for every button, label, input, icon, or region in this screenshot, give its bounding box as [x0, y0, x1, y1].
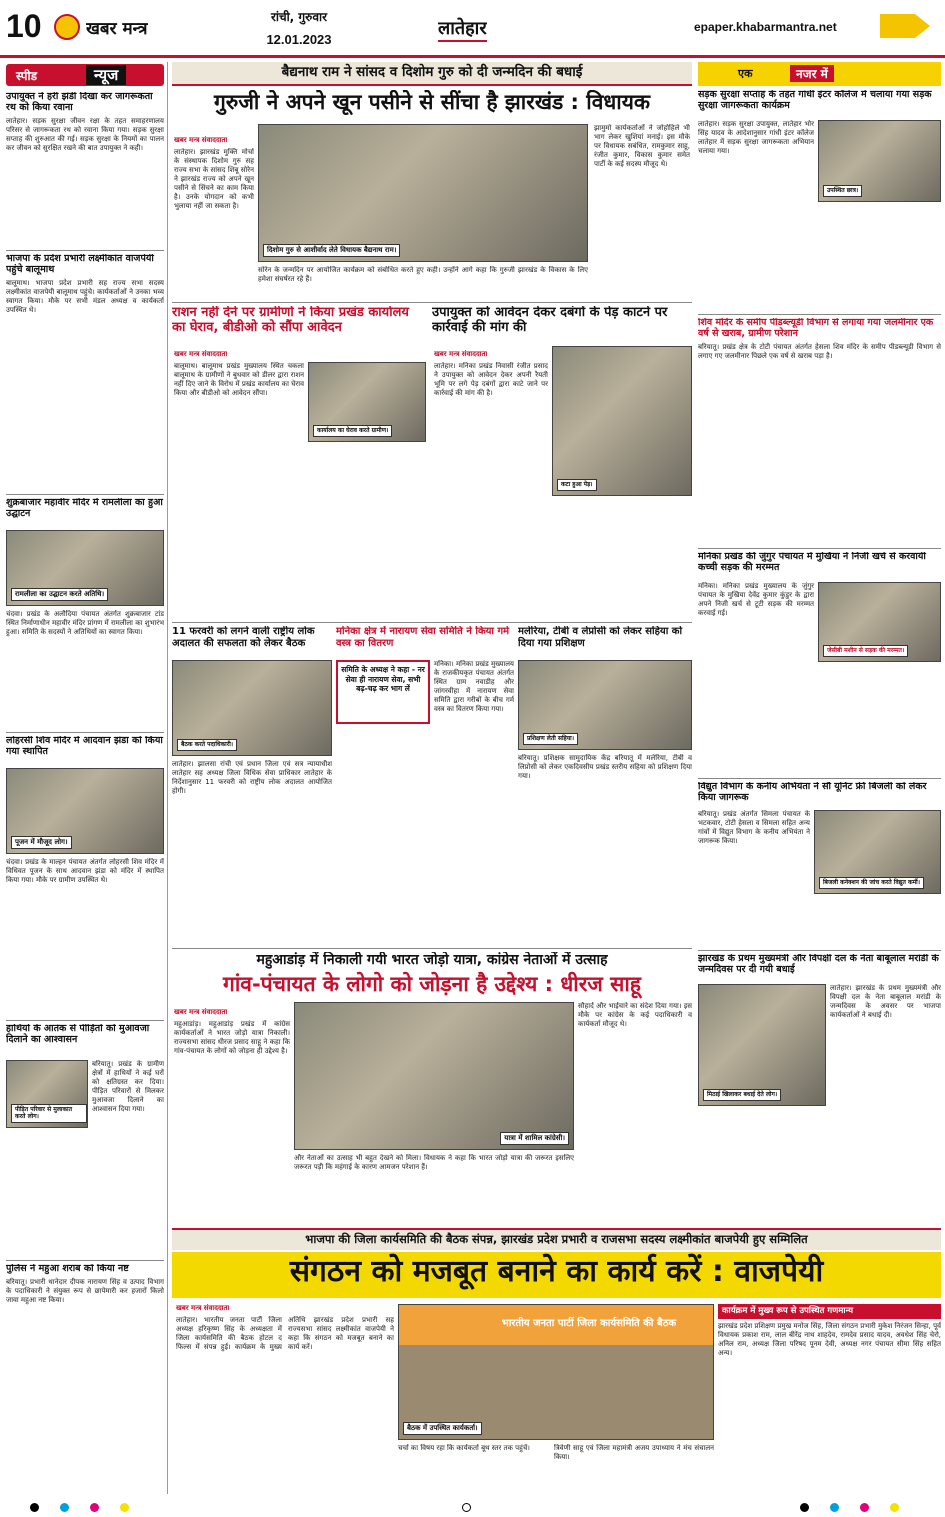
photo-caption: कार्यालय का घेराव करते ग्रामीण। — [313, 425, 392, 437]
story-ration — [172, 306, 426, 620]
headline-ramleela — [6, 498, 164, 526]
story-text: लातेहार। मनिका प्रखंड निवासी रंजीत प्रसाद ने उपायुक्त को आवेदन देकर अपनी रैयती भूमि पर लगे पेड़ दबंगों द्वारा काटे जाने पर कार्रवाई की मांग की है। — [434, 362, 548, 397]
bottom-kicker-strip — [172, 1228, 941, 1250]
headline: उपायुक्त ने हरी झंडी दिखा कर जागरूकता रथ को किया रवाना — [6, 92, 153, 113]
byline: खबर मन्त्र संवाददाता — [176, 1304, 230, 1312]
left-column — [4, 62, 168, 1494]
headline: भाजपा के प्रदेश प्रभारी लक्ष्मीकांत वाजपेयी पहुंचे बालूमाथ — [6, 254, 154, 275]
divider — [6, 494, 164, 495]
divider — [6, 250, 164, 251]
story-tree-cutting — [432, 306, 692, 620]
ek-label: एक — [738, 67, 753, 80]
strip-headline: बैद्यनाथ राम ने सांसद व दिशोम गुरु को दी जन्मदिन की बधाई — [281, 64, 583, 80]
headline: शिव मंदिर के समीप पीडब्ल्यूडी विभाग से लगाया गया जलमीनार एक वर्ष से खराब, ग्रामीण परेशान — [698, 318, 934, 339]
ek-nazar-label — [698, 62, 941, 86]
story-text: बरियातू। प्रखंड क्षेत्र के टोटी पंचायत अंतर्गत हेसला शिव मंदिर के समीप पीडब्ल्यूडी विभाग से लगाए गए जलमीनार पिछले एक वर्ष से खराब पड़ा है। — [698, 342, 941, 360]
photo-yatra — [294, 1002, 574, 1150]
headline: लोहरसी शिव मंदिर में आदवान झंडा को किया गया स्थापित — [6, 736, 163, 757]
photo-caption: यात्रा में शामिल कांग्रेसी। — [500, 1132, 569, 1145]
divider — [6, 1020, 164, 1021]
section-name: लातेहार — [438, 16, 487, 42]
headline: मलेरिया, टीबी व लेप्रोसी को लेकर सहिया को दिया गया प्रशिक्षण — [518, 626, 683, 649]
story-bharat-jodo — [172, 952, 692, 1224]
headline: पुलिस ने महुआ शराब को किया नष्ट — [6, 1264, 129, 1274]
registration-dot-icon — [90, 1503, 99, 1512]
story-text-2: चर्चा का विषय रहा कि कार्यकर्ता बूथ स्तर तक पहुंचें। — [398, 1444, 530, 1452]
story-text-2: और नेताओं का उत्साह भी बहुत देखने को मिला। विधायक ने कहा कि भारत जोड़ो यात्रा की जरूरत इसलिए जरूरत पड़ी कि महंगाई के कारण आमजन परेशान हैं। — [294, 1154, 574, 1171]
story-bjp-bajpai — [6, 254, 164, 494]
story-text: बरियातू। प्रखंड अंतर्गत सिमला पंचायत के भटकवार, टोटी हेसला व सिमला सहित अन्य गांवों में विद्युत विभाग के कनीय अभियंता ने जागरूक किया। — [698, 810, 810, 845]
nazar-label: नजर में — [790, 65, 834, 82]
photo-meeting — [172, 660, 332, 756]
kicker: महुआडांड़ में निकाली गयी भारत जोड़ो यात्रा, कांग्रेस नेताओं में उत्साह — [256, 952, 608, 968]
speed-news-label — [6, 64, 164, 86]
story-text: लातेहार। झारखंड के प्रथम मुख्यमंत्री और विपक्षी दल के नेता बाबूलाल मरांडी के जन्मदिवस के अवसर पर भाजपा कार्यकर्ताओं ने बधाई दी। — [830, 984, 941, 1019]
story-babulal-birthday — [698, 954, 941, 1224]
story-text: लातेहार। सड़क सुरक्षा उपायुक्त, लातेहार भोर सिंह यादव के आदेशानुसार गांधी इंटर कॉलेज लातेहार में सड़क सुरक्षा जागरूकता अभियान चलाया गया। — [698, 120, 814, 155]
divider — [698, 548, 941, 549]
headline: मनिका प्रखंड की जुंगुर पंचायत में मुखिया ने निजी खर्च से करवायी कच्ची सड़क की मरम्मत — [698, 552, 926, 573]
registration-dot-icon — [890, 1503, 899, 1512]
headline: हाथियों के आतंक से पीड़ितों को मुआवजा दिलाने का आश्वासन — [6, 1024, 150, 1045]
headline: शुक्रबाजार महावीर मंदिर में रामलीला का हुआ उद्घाटन — [6, 498, 163, 519]
edition-date: 12.01.2023 — [266, 32, 332, 47]
photo-ramleela — [6, 530, 164, 606]
quote-box: समिति के अध्यक्ष ने कहा - नर सेवा ही नारायण सेवा, सभी बढ़-चढ़ कर भाग लें — [336, 660, 430, 724]
meeting-banner: भारतीय जनता पार्टी जिला कार्यसमिति की बैठक — [501, 1318, 677, 1329]
photo-guruji — [258, 124, 588, 262]
registration-dot-icon — [830, 1503, 839, 1512]
story-water-tower — [698, 318, 941, 546]
brand-logo-icon — [54, 14, 80, 40]
registration-dot-icon — [800, 1503, 809, 1512]
news-label: न्यूज — [86, 65, 126, 85]
divider — [698, 778, 941, 779]
story-lok-adalat — [172, 626, 332, 946]
lead-story — [172, 90, 692, 300]
headline: मनिका क्षेत्र में नारायण सेवा समिति ने किया गर्म वस्त्र का वितरण — [336, 626, 510, 649]
story-text: बालूमाथ। भाजपा प्रदेश प्रभारी सह राज्य सभा सदस्य लक्ष्मीकांत वाजपेयी बालूमाथ पहुंचे। कार्यकर्ताओं ने उनका भव्य स्वागत किया। मौके पर सभी मंडल अध्यक्ष व कार्यकर्ता उपस्थित थे। — [6, 278, 164, 314]
divider — [172, 622, 692, 623]
photo-caption: उपस्थित छात्र। — [823, 185, 862, 197]
page-number: 10 — [6, 8, 42, 44]
photo-caption: रामलीला का उद्घाटन करते अतिथि। — [11, 588, 108, 601]
kicker: भाजपा की जिला कार्यसमिति की बैठक संपन्न, झारखंड प्रदेश प्रभारी व राजसभा सदस्य लक्ष्मीकांत बाजपेयी हुए सम्मिलित — [305, 1232, 808, 1246]
registration-dot-icon — [60, 1503, 69, 1512]
registration-dot-icon — [120, 1503, 129, 1512]
epaper-url[interactable]: epaper.khabarmantra.net — [694, 20, 837, 34]
photo-jcb — [818, 582, 941, 662]
brand-name: खबर मन्त्र — [86, 19, 148, 39]
photo-sweets — [698, 984, 826, 1106]
photo-elephant-victims — [6, 1060, 88, 1128]
photo-gherao — [308, 362, 426, 442]
headline: सड़क सुरक्षा सप्ताह के तहत गांधी इंटर कॉलेज में चलाया गया सड़क सुरक्षा जागरूकता कार्यक्रम — [698, 90, 932, 111]
story-text: बरियातू। प्रखंड के ग्रामीण क्षेत्रों में हाथियों ने कई घरों को क्षतिग्रस्त कर दिया। पीड़ित परिवारों से मिलकर मुआवजा दिलाने का आश्वासन दिया गया। — [92, 1060, 164, 1113]
photo-students — [818, 120, 941, 202]
story-free-electricity — [698, 782, 941, 948]
photo-caption: बैठक करते पदाधिकारी। — [177, 739, 237, 751]
lead-headline: गुरुजी ने अपने खून पसीने से सींचा है झारखंड : विधायक — [213, 90, 651, 114]
registration-dot-icon — [30, 1503, 39, 1512]
story-text: मनिका। मनिका प्रखंड मुख्यालय के जुंगुर पंचायत के मुखिया देवेंद्र कुमार कुंडुर के द्वारा अपने निजी खर्च से टूटी सड़क की मरम्मत करवाई गई। — [698, 582, 814, 617]
byline: खबर मन्त्र संवाददाता — [174, 136, 228, 144]
headline: 11 फरवरी को लगने वाली राष्ट्रीय लोक अदालत की सफलता को लेकर बैठक — [172, 626, 315, 649]
story-text-1: लातेहार। भारतीय जनता पार्टी जिला अध्यक्ष हरिकृष्ण सिंह के अध्यक्षता में जिला कार्यसमिति की बैठक होटल द फिल्स में संपन्न हुई। कार्यक्रम के मुख्य अतिथि झारखंड प्रदेश प्रभारी सह राज्यसभा सांसद लक्ष्मीकांत वाजपेयी ने कहा कि संगठन को मजबूत बनाने का कार्य करें। — [176, 1316, 394, 1351]
photo-caption: प्रशिक्षण लेती सहिया। — [523, 733, 578, 745]
box-text: झारखंड प्रदेश प्रशिक्षण प्रमुख मनोज सिंह, जिला संगठन प्रभारी मुकेश निरंजन सिन्हा, पूर्व विधायक प्रकाश राम, लाल बीरेंद्र नाथ शाहदेव, रामदेव प्रसाद यादव, अवधेश सिंह चेरो, अनिल राम, अध्यक्ष जिला परिषद पूनम देवी, अध्यक्ष नगर पंचायत सीमा सिंह सहित अन्य। — [718, 1321, 941, 1357]
headline: उपायुक्त को आवेदन देकर दबंगों के पेड़ काटने पर कार्रवाई की मांग की — [432, 306, 668, 335]
photo-caption: पीड़ित परिवार से मुलाकात करते लोग। — [11, 1104, 87, 1123]
story-awareness-chariot — [6, 92, 164, 244]
target-mark-icon — [462, 1503, 471, 1512]
story-text: बरियातू। प्रशिक्षक सामुदायिक केंद्र बरियातू में मलेरिया, टीबी व लिप्रोसी को लेकर एकदिवसीय प्रखंड स्तरीय सहिया को प्रशिक्षण दिया गया। — [518, 754, 692, 780]
story-text: लातेहार। सड़क सुरक्षा जीवन रक्षा के तहत समाहरणालय परिसर से जागरूकता रथ को रवाना किया गया। सड़क सुरक्षा सप्ताह की शुरुआत की गई। सड़क सुरक्षा के नियमों का पालन कर जीवन को सुरक्षित रखने की बात उपायुक्त ने कही। — [6, 116, 164, 152]
box-heading: कार्यक्रम में मुख्य रूप से उपस्थित गणमान्य — [718, 1304, 941, 1319]
story-text-3: त्रिवेणी साहू एवं जिला महामंत्री अजय उपाध्याय ने मंच संचालन किया। — [554, 1444, 714, 1461]
story-warm-clothes — [336, 626, 514, 946]
headline: विद्युत विभाग के कनीय अभियंता ने सौ यूनिट फ्री बिजली को लेकर किया जागरूक — [698, 782, 927, 803]
story-text: चंदवा। प्रखंड के अलौदिया पंचायत अंतर्गत शुक्रबाजार टांड स्थित निर्माणाधीन महावीर मंदिर प्रांगण में रामलीला का शुभारंभ हुआ। समिति के सदस्यों ने अतिथियों का स्वागत किया। — [6, 610, 164, 636]
photo-caption: बैठक में उपस्थित कार्यकर्ता। — [403, 1422, 482, 1435]
story-text-3: सौहार्द और भाईचारे का संदेश दिया गया। इस मौके पर कांग्रेस के कई पदाधिकारी व कार्यकर्ता मौजूद थे। — [578, 1002, 692, 1028]
divider — [172, 302, 692, 303]
divider — [698, 950, 941, 951]
story-text: चंदवा। प्रखंड के माल्हन पंचायत अंतर्गत लोहरसी शिव मंदिर में विधिवत पूजन के साथ आदवान झंडा को मंदिर में स्थापित किया गया। मौके पर ग्रामीण उपस्थित थे। — [6, 858, 164, 884]
story-road-safety — [698, 90, 941, 310]
edition-place: रांची, गुरुवार — [270, 10, 328, 24]
headline: गांव-पंचायत के लोगो को जोड़ना है उद्देश्य : धीरज साहू — [223, 972, 641, 997]
divider — [6, 1260, 164, 1261]
byline: खबर मन्त्र संवाददाता — [174, 350, 228, 358]
photo-cut-tree — [552, 346, 692, 496]
photo-bjp-meeting — [398, 1304, 714, 1440]
story-text-1: महुआडांड़। महुआडांड़ प्रखंड में कांग्रेस कार्यकर्ताओं ने भारत जोड़ो यात्रा निकाली। राज्यसभा सांसद धीरज प्रसाद साहू ने कहा कि गांव-पंचायत के लोगों को जोड़ना ही उद्देश्य है। — [174, 1020, 290, 1055]
photo-caption: कटा हुआ पेड़। — [557, 479, 597, 491]
bottom-headline-band — [172, 1252, 941, 1298]
dignitaries-box — [718, 1304, 941, 1496]
arrow-icon — [880, 14, 930, 38]
registration-dot-icon — [860, 1503, 869, 1512]
divider — [172, 948, 692, 949]
headline-shiv-mandir — [6, 736, 164, 764]
story-malaria — [518, 626, 692, 946]
masthead — [0, 0, 945, 58]
story-text: मनिका। मनिका प्रखंड मुख्यालय के राजकीयकृत पंचायत अंतर्गत स्थित ग्राम नवाडीह और जांगरवीहा में नारायण सेवा समिति द्वारा गरीबों के बीच गर्म वस्त्र का वितरण किया गया। — [434, 660, 514, 713]
photo-caption: बिजली कनेक्शन की जांच करते विद्युत कर्मी। — [819, 877, 924, 889]
top-strip — [172, 62, 692, 86]
lead-text-2: सोरेन के जन्मदिन पर आयोजित कार्यक्रम को संबोधित करते हुए कही। उन्होंने आगे कहा कि गुरुजी झारखंड के विकास के लिए हमेशा संघर्षरत रहे हैं। — [258, 266, 588, 283]
headline: झारखंड के प्रथम मुख्यमंत्री और विपक्षी दल के नेता बाबूलाल मरांडी के जन्मदिवस पर दी गयी बधाई — [698, 954, 939, 975]
lead-text-1: लातेहार। झारखंड मुक्ति मोर्चा के संस्थापक दिशोम गुरु सह राज्य सभा के सांसद शिबू सोरेन ने झारखंड राज्य को अपने खून पसीने से सिंचने का काम किया है। उनके योगदान को कभी भुलाया नहीं जा सकता है। — [174, 148, 254, 210]
story-text: लातेहार। झालसा रांची एवं प्रधान जिला एवं सत्र न्यायाधीश लातेहार सह अध्यक्ष जिला विधिक सेवा प्राधिकार लातेहार के निर्देशानुसार 11 फरवरी को राष्ट्रीय लोक अदालत आयोजित होगी। — [172, 760, 332, 795]
divider — [6, 732, 164, 733]
story-road-repair — [698, 552, 941, 776]
byline: खबर मन्त्र संवाददाता — [434, 350, 488, 358]
registration-marks — [0, 1500, 945, 1517]
photo-caption: मिठाई खिलाकर बधाई देते लोग। — [703, 1089, 781, 1101]
byline: खबर मन्त्र संवाददाता — [174, 1008, 228, 1016]
headline-elephant — [6, 1024, 164, 1056]
photo-caption: जेसीबी मशीन से सड़क की मरम्मत। — [823, 645, 908, 657]
headline: संगठन को मजबूत बनाने का कार्य करें : वाजपेयी — [289, 1254, 824, 1289]
photo-electricity — [814, 810, 941, 894]
lead-text-3: झामुमो कार्यकर्ताओं ने जोहोहिले भी भाग लेकर खुशियां मनाई। इस मौके पर विधायक सबंधित, रामकुमार साहू, रंजीत कुमार, विकास कुमार समेत पार्टी के कई सदस्य मौजूद थे। — [594, 124, 690, 168]
speed-label: स्पीड — [16, 69, 38, 83]
headline: राशन नहीं देने पर ग्रामीणों ने किया प्रखंड कार्यालय का घेराव, बीडीओ को सौंपा आवेदन — [172, 306, 409, 335]
photo-caption: दिशोम गुरु से आशीर्वाद लेते विधायक बैद्यनाथ राम। — [263, 244, 400, 257]
story-text: बालूमाथ। बालूमाथ प्रखंड मुख्यालय स्थित चकला बालूमाथ के ग्रामीणों ने बुधवार को डीलर द्वारा राशन नहीं दिए जाने के विरोध में प्रखंड कार्यालय का घेराव किया और बीडीओ को आवेदन सौंपा। — [174, 362, 304, 397]
divider — [698, 314, 941, 315]
photo-puja — [6, 768, 164, 854]
story-text: बरियातू। प्रभारी थानेदार दीपक नारायण सिंह व उत्पाद विभाग के पदाधिकारी ने संयुक्त रूप से छापेमारी कर हजारों किलो जावा महुआ नष्ट किया। — [6, 1277, 164, 1304]
story-mahua-liquor — [6, 1264, 164, 1492]
photo-caption: पूजन में मौजूद लोग। — [11, 836, 72, 849]
photo-training — [518, 660, 692, 750]
